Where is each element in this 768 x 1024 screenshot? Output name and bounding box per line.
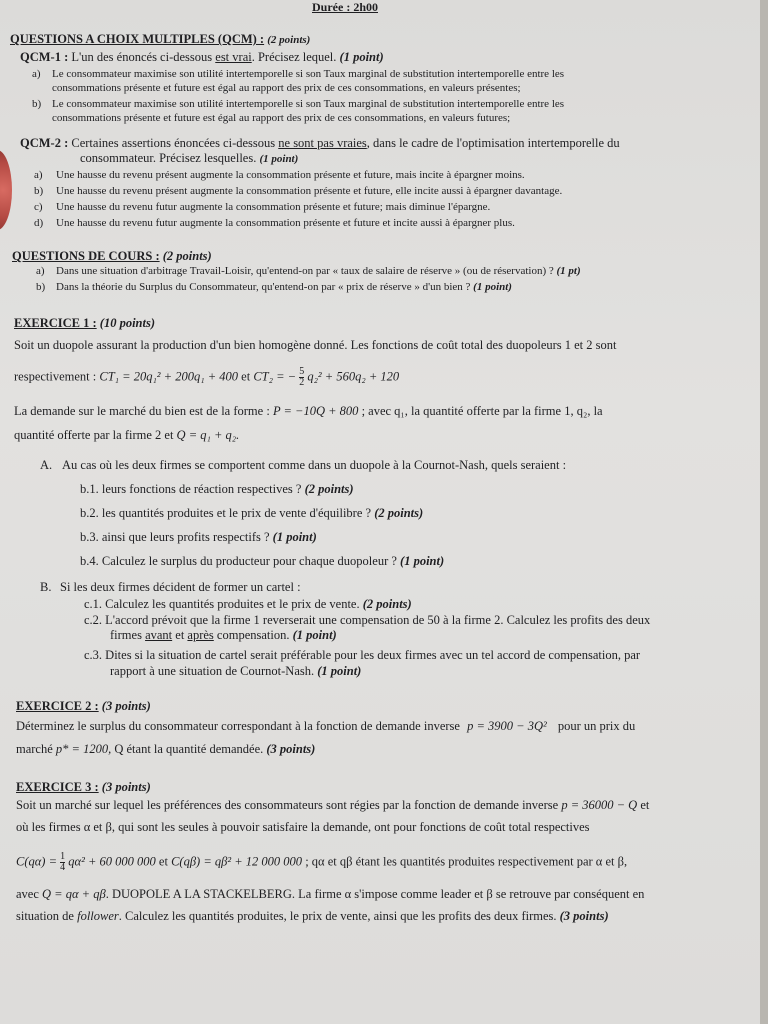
qcm2-option-text: Une hausse du revenu futur augmente la consommation présente et future; mais diminue l'épargne. [56,201,491,213]
ex1-c2-points: (1 point) [292,628,337,642]
ex1-c2-line2 [110,628,337,643]
ex3-line1-text: Soit un marché sur lequel les préférences des consommateurs sont régies par la fonction de demande inverse [16,798,559,812]
ex1-demand-formula: P = −10Q + 800 [272,404,359,418]
ex1-c3-line1: c.3. Dites si la situation de cartel serait préférable pour les deux firmes avec un tel accord de compensation, par [84,648,641,662]
ex3-line4 [16,887,644,902]
ex1-intro-line2 [14,367,399,388]
ex1-part-a-text: Au cas où les deux firmes se comportent comme dans un duopole à la Cournot-Nash, quels seraient : [62,458,567,472]
ex2-line2-text: Q étant la quantité demandée. [114,742,264,756]
qcm2-option-letter: a) [34,169,43,181]
qcm2-label: QCM-2 : [20,136,69,150]
ex1-a-item-text: b.3. ainsi que leurs profits respectifs ? [80,530,270,544]
ex3-c-alpha-b: qα² + 60 000 000 [68,854,156,869]
ex1-demand2-formula: Q = q₁ + q₂. [176,428,240,442]
ex3-stackelberg-text: . DUOPOLE A LA STACKELBERG. La firme α s'impose comme leader et β se retrouve par conséquent en [105,887,645,901]
ex1-points: (10 points) [99,316,155,330]
cours-a-text: Dans une situation d'arbitrage Travail-Loisir, qu'entend-on par « taux de salaire de réserve » (ou de réservation) ? [56,265,554,277]
ex3-fraction [60,852,65,873]
ex3-line5-points: (3 points) [559,909,609,923]
ex3-et: et [158,854,168,869]
qcm1-points: (1 point) [339,50,384,64]
ex1-c1-points: (2 points) [362,597,412,611]
qcm1-option-b-letter: b) [32,98,42,110]
qcm2-prompt-b: , dans le cadre de l'optimisation intertemporelle du [366,136,620,150]
ex1-a-item-points: (1 point) [272,530,317,544]
ex1-c1 [84,597,412,612]
ex1-ct2-formula-b: q₂² + 560q₂ + 120 [307,369,400,384]
qcm2-prompt-underlined: ne sont pas vraies [278,136,367,150]
ex3-line1 [16,798,649,813]
ex1-ct2-numerator: 5 [299,366,305,377]
ex1-part-b-label: B. [40,580,52,594]
ex1-c2-compensation: compensation. [216,628,290,642]
qcm2-prompt-line2-text: consommateur. Précisez lesquelles. [80,151,257,165]
ex2-title: EXERCICE 2 : [16,699,99,713]
ex1-a-item-points: (1 point) [400,554,445,568]
ex1-c1-text: c.1. Calculez les quantités produites et le prix de vente. [84,597,360,611]
ex2-formula: p = 3900 − 3Q² [467,719,547,733]
finger-blur [0,150,12,230]
ex3-avec: avec [16,887,39,901]
ex1-c2-et: et [175,628,185,642]
ex2-line2 [16,742,315,757]
qcm2-prompt-line2 [80,151,298,167]
ex1-part-a-label: A. [40,458,53,472]
cours-b [56,280,512,295]
ex2-line1-end: pour un prix du [557,719,636,733]
qcm2-option-letter: b) [34,185,44,197]
ex3-q-formula: Q = qα + qβ [42,887,106,901]
ex1-a-item-points: (2 points) [374,506,424,520]
ex3-c-alpha-a: C(qα) = [16,854,58,869]
ex2-points: (3 points) [101,699,151,713]
ex1-a-item-points: (2 points) [304,482,354,496]
ex2-line1-text: Déterminez le surplus du consommateur correspondant à la fonction de demande inverse [16,719,460,733]
ex1-c2-line1: c.2. L'accord prévoit que la firme 1 reverserait une compensation de 50 à la firme 2. Calculez les profits des deux [84,613,651,627]
ex1-a-item-text: b.1. leurs fonctions de réaction respectives ? [80,482,302,496]
ex3-title: EXERCICE 3 : [16,780,99,794]
qcm1-option-b-line2: consommations présente et future est égal au rapport des prix de ces consommations, en valeurs futures; [52,112,511,124]
ex1-demand2-text: quantité offerte par la firme 2 et [14,428,174,442]
qcm1-prompt-underlined: est vrai [215,50,252,64]
cours-b-letter: b) [36,281,46,293]
qcm2-points: (1 point) [259,153,299,165]
ex1-c2-firmes: firmes [110,628,142,642]
qcm2-option-letter: d) [34,217,44,229]
qcm1-prompt-b: . Précisez lequel. [251,50,337,64]
ex1-c2-avant: avant [145,628,173,642]
ex1-heading [14,316,155,331]
cours-a [56,264,581,279]
ex3-fraction-numerator: 1 [60,851,66,862]
ex1-intro-prefix: respectivement : [14,369,97,384]
ex1-et: et [241,369,251,384]
ex3-c-beta: C(qβ) = qβ² + 12 000 000 [171,854,303,869]
qcm2-prompt [20,136,620,151]
ex1-demand-line2 [14,428,239,443]
qcm2-option-text: Une hausse du revenu présent augmente la consommation présente et future, mais incite à épargner moins. [56,169,525,181]
ex3-demand-formula: p = 36000 − Q [561,798,638,812]
cours-points: (2 points) [162,249,212,263]
qcm2-option-text: Une hausse du revenu futur augmente la consommation présente et future et incite aussi à épargner plus. [56,217,515,229]
qcm2-option-text: Une hausse du revenu présent augmente la consommation présente et future, elle incite aussi à épargner davantage. [56,185,563,197]
ex1-a-item-text: b.4. Calculez le surplus du producteur pour chaque duopoleur ? [80,554,397,568]
ex3-line1-end: et [640,798,650,812]
ex1-ct2-formula-a: CT₂ = − [253,369,297,384]
ex1-part-b-text: Si les deux firmes décident de former un cartel : [60,580,301,594]
ex1-demand-line1 [14,404,603,419]
ex3-follower: follower [77,909,119,923]
ex3-situation-de: situation de [16,909,74,923]
ex1-c3-points: (1 point) [317,664,362,678]
ex2-heading [16,699,151,714]
cours-title: QUESTIONS DE COURS : [12,249,160,263]
qcm1-prompt-a: L'un des énoncés ci-dessous [71,50,213,64]
ex3-line3 [16,852,627,873]
qcm2-prompt-a: Certaines assertions énoncées ci-dessous [71,136,276,150]
ex1-ct1-formula: CT₁ = 20q₁² + 200q₁ + 400 [99,369,239,384]
ex1-a-item [80,506,423,521]
ex3-points: (3 points) [101,780,151,794]
ex3-fraction-denominator: 4 [60,862,66,873]
ex3-line3-rest: ; qα et qβ étant les quantités produites respectivement par α et β, [305,854,628,869]
ex1-c2-apres: après [187,628,214,642]
ex1-intro-line1: Soit un duopole assurant la production d'un bien homogène donné. Les fonctions de coût total des duopoleurs 1 et 2 sont [14,338,617,352]
ex1-c3-line2 [110,664,361,679]
qcm1-label: QCM-1 : [20,50,69,64]
qcm-points: (2 points) [267,34,311,46]
ex1-title: EXERCICE 1 : [14,316,97,330]
ex1-a-item-text: b.2. les quantités produites et le prix de vente d'équilibre ? [80,506,372,520]
ex1-ct2-denominator: 2 [299,377,305,388]
qcm1-option-a-line2: consommations présente et future est égal au rapport des prix de ces consommations, en valeurs présentes; [52,82,521,94]
cours-a-points: (1 pt) [556,265,581,277]
ex3-heading [16,780,151,795]
cours-b-text: Dans la théorie du Surplus du Consommateur, qu'entend-on par « prix de réserve » d'un bien ? [56,281,471,293]
ex2-line1 [16,719,635,734]
ex2-price-formula: p* = 1200, [55,742,112,756]
cours-heading [12,249,212,264]
exam-duration: Durée : 2h00 [312,0,378,14]
qcm-title: QUESTIONS A CHOIX MULTIPLES (QCM) : [10,32,265,46]
ex3-line5-text: . Calculez les quantités produites, le prix de vente, ainsi que les profits des deux firmes. [118,909,557,923]
ex3-line2: où les firmes α et β, qui sont les seules à pouvoir satisfaire la demande, ont pour fonctions de coût total respectives [16,820,590,834]
ex2-line2-points: (3 points) [266,742,316,756]
cours-b-points: (1 point) [473,281,512,293]
qcm1-prompt [20,50,384,65]
qcm1-option-a-letter: a) [32,68,41,80]
ex1-ct2-fraction [299,367,304,388]
ex1-a-item [80,482,354,497]
ex1-demand-rest: ; avec q₁, la quantité offerte par la firme 1, q₂, la [361,404,603,418]
ex2-marche: marché [16,742,53,756]
ex1-a-item [80,554,444,569]
ex1-c3-text: rapport à une situation de Cournot-Nash. [110,664,315,678]
cours-a-letter: a) [36,265,45,277]
ex1-demand-text: La demande sur le marché du bien est de la forme : [14,404,270,418]
ex3-line5 [16,909,609,924]
qcm1-option-a-line1: Le consommateur maximise son utilité intertemporelle si son Taux marginal de substitution intertemporelle entre les [52,68,565,80]
qcm-heading [10,32,310,48]
ex1-a-item [80,530,317,545]
qcm2-option-letter: c) [34,201,43,213]
qcm1-option-b-line1: Le consommateur maximise son utilité intertemporelle si son Taux marginal de substitution intertemporelle entre les [52,98,565,110]
